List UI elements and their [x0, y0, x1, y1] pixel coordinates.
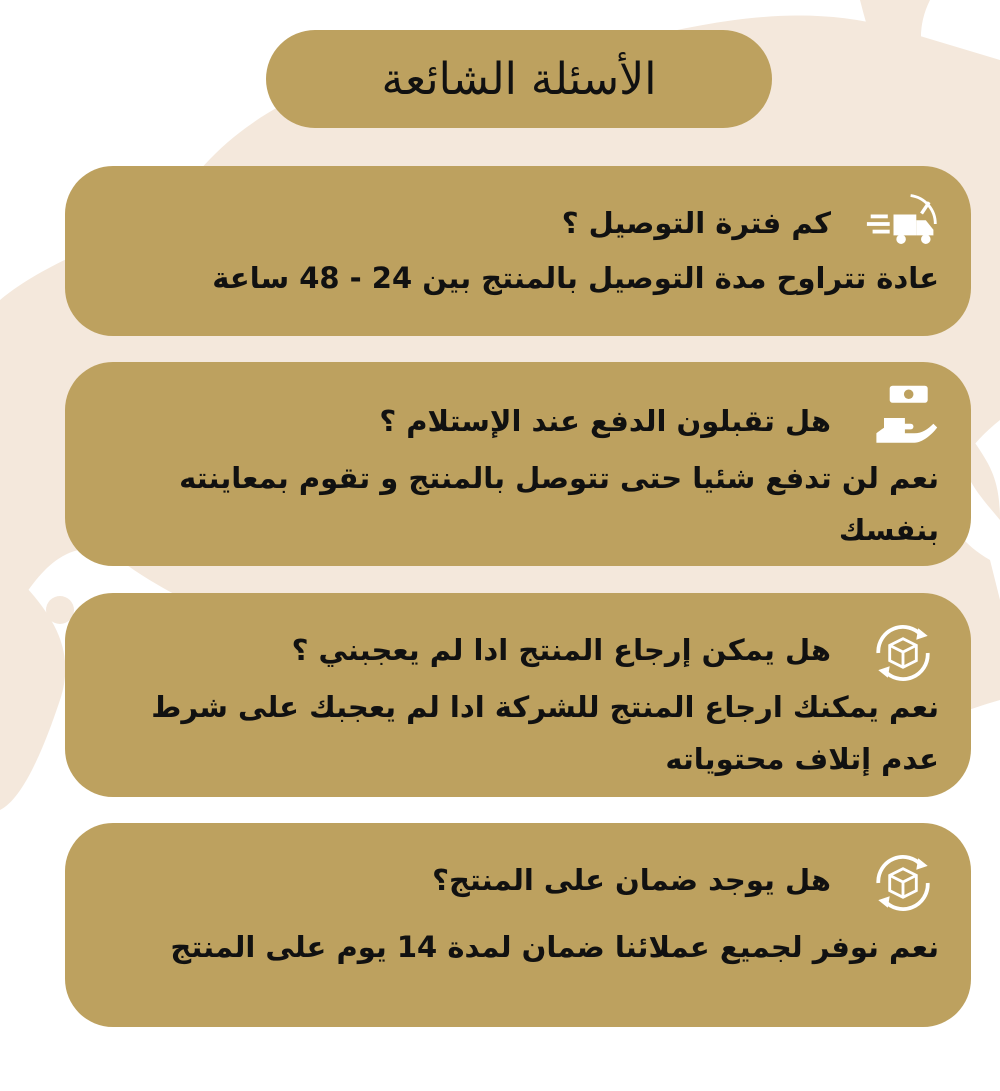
faq-answer: نعم لن تدفع شئيا حتى تتوصل بالمنتج و تقوم بمعاينته بنفسك [179, 461, 939, 547]
faq-card-payment [65, 362, 971, 566]
page-title: الأسئلة الشائعة [266, 30, 772, 128]
faq-answer: عادة تتراوح مدة التوصيل بالمنتج بين 24 - 48 ساعة [212, 261, 939, 295]
delivery-truck-icon [865, 186, 941, 262]
product-return-icon [865, 615, 941, 691]
faq-question: هل تقبلون الدفع عند الإستلام ؟ [379, 404, 831, 438]
faq-answer: نعم نوفر لجميع عملائنا ضمان لمدة 14 يوم على المنتج [170, 930, 939, 964]
faq-card-return [65, 593, 971, 797]
faq-question: هل يوجد ضمان على المنتج؟ [432, 863, 831, 897]
faq-question: هل يمكن إرجاع المنتج ادا لم يعجبني ؟ [291, 633, 831, 667]
product-return-icon [865, 845, 941, 921]
faq-question: كم فترة التوصيل ؟ [561, 206, 831, 240]
cash-on-delivery-icon [865, 380, 941, 456]
faq-card-warranty [65, 823, 971, 1027]
faq-answer: نعم يمكنك ارجاع المنتج للشركة ادا لم يعجبك على شرط عدم إتلاف محتوياته [151, 690, 939, 776]
faq-card-delivery [65, 166, 971, 336]
